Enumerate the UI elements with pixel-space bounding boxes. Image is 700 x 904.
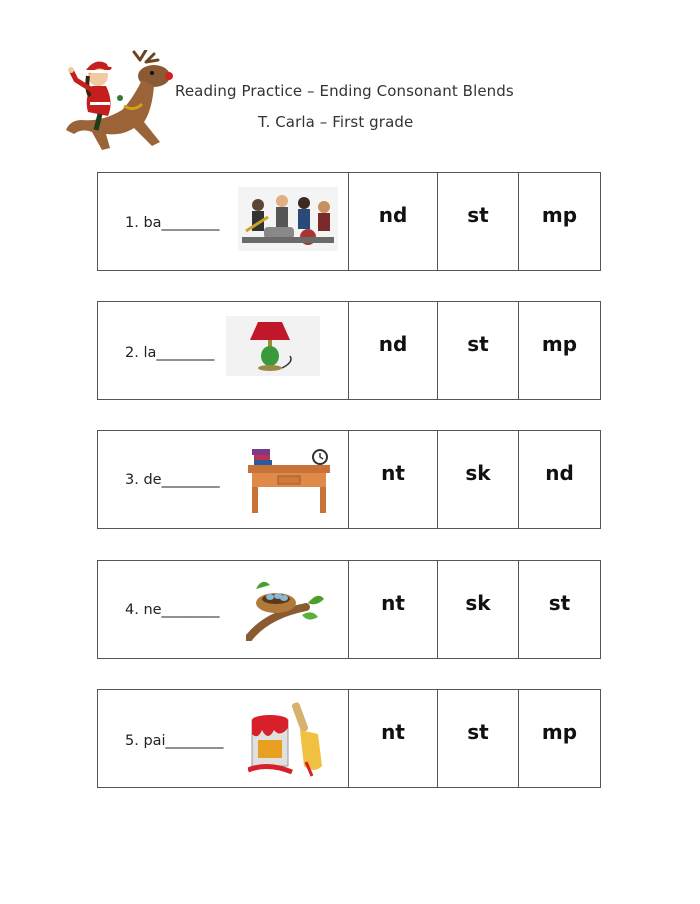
option-label: st <box>548 591 571 615</box>
question-cell <box>98 431 349 528</box>
question-cell <box>98 173 349 270</box>
option-label: st <box>467 720 489 744</box>
option-label: sk <box>465 591 491 615</box>
option-label: sk <box>465 461 491 485</box>
option-cell-3[interactable] <box>519 302 600 399</box>
option-label: mp <box>541 203 578 227</box>
option-label: nt <box>381 461 405 485</box>
lamp-icon <box>226 316 320 376</box>
question-row-3 <box>97 430 601 529</box>
option-cell-1[interactable] <box>349 690 438 787</box>
option-cell-1[interactable] <box>349 561 438 658</box>
option-label: nd <box>545 461 574 485</box>
paint-icon <box>248 700 334 778</box>
question-prompt: 1. ba________ <box>125 215 220 231</box>
band-icon <box>238 187 338 251</box>
option-cell-2[interactable] <box>438 302 519 399</box>
option-label: st <box>467 203 489 227</box>
question-row-5 <box>97 689 601 788</box>
question-prompt: 5. pai________ <box>125 733 224 749</box>
desk-icon <box>248 443 334 515</box>
option-cell-1[interactable] <box>349 302 438 399</box>
question-prompt: 4. ne________ <box>125 602 220 618</box>
option-cell-3[interactable] <box>519 690 600 787</box>
option-label: mp <box>541 332 578 356</box>
option-cell-2[interactable] <box>438 690 519 787</box>
option-label: mp <box>541 720 578 744</box>
option-label: nd <box>378 332 408 356</box>
option-cell-3[interactable] <box>519 561 600 658</box>
nest-icon <box>246 575 328 641</box>
option-cell-2[interactable] <box>438 431 519 528</box>
question-row-2 <box>97 301 601 400</box>
worksheet-subtitle: T. Carla – First grade <box>258 113 414 131</box>
option-cell-1[interactable] <box>349 173 438 270</box>
option-cell-3[interactable] <box>519 173 600 270</box>
option-label: nd <box>378 203 408 227</box>
option-label: nt <box>381 720 405 744</box>
question-cell <box>98 690 349 787</box>
question-cell <box>98 302 349 399</box>
option-cell-2[interactable] <box>438 561 519 658</box>
reindeer-rider-icon <box>62 50 188 168</box>
question-prompt: 2. la________ <box>125 345 215 361</box>
question-row-1 <box>97 172 601 271</box>
question-cell <box>98 561 349 658</box>
option-label: st <box>467 332 489 356</box>
option-label: nt <box>381 591 405 615</box>
option-cell-3[interactable] <box>519 431 600 528</box>
worksheet-title: Reading Practice – Ending Consonant Blends <box>175 82 514 100</box>
option-cell-1[interactable] <box>349 431 438 528</box>
question-row-4 <box>97 560 601 659</box>
option-cell-2[interactable] <box>438 173 519 270</box>
question-prompt: 3. de________ <box>125 472 220 488</box>
